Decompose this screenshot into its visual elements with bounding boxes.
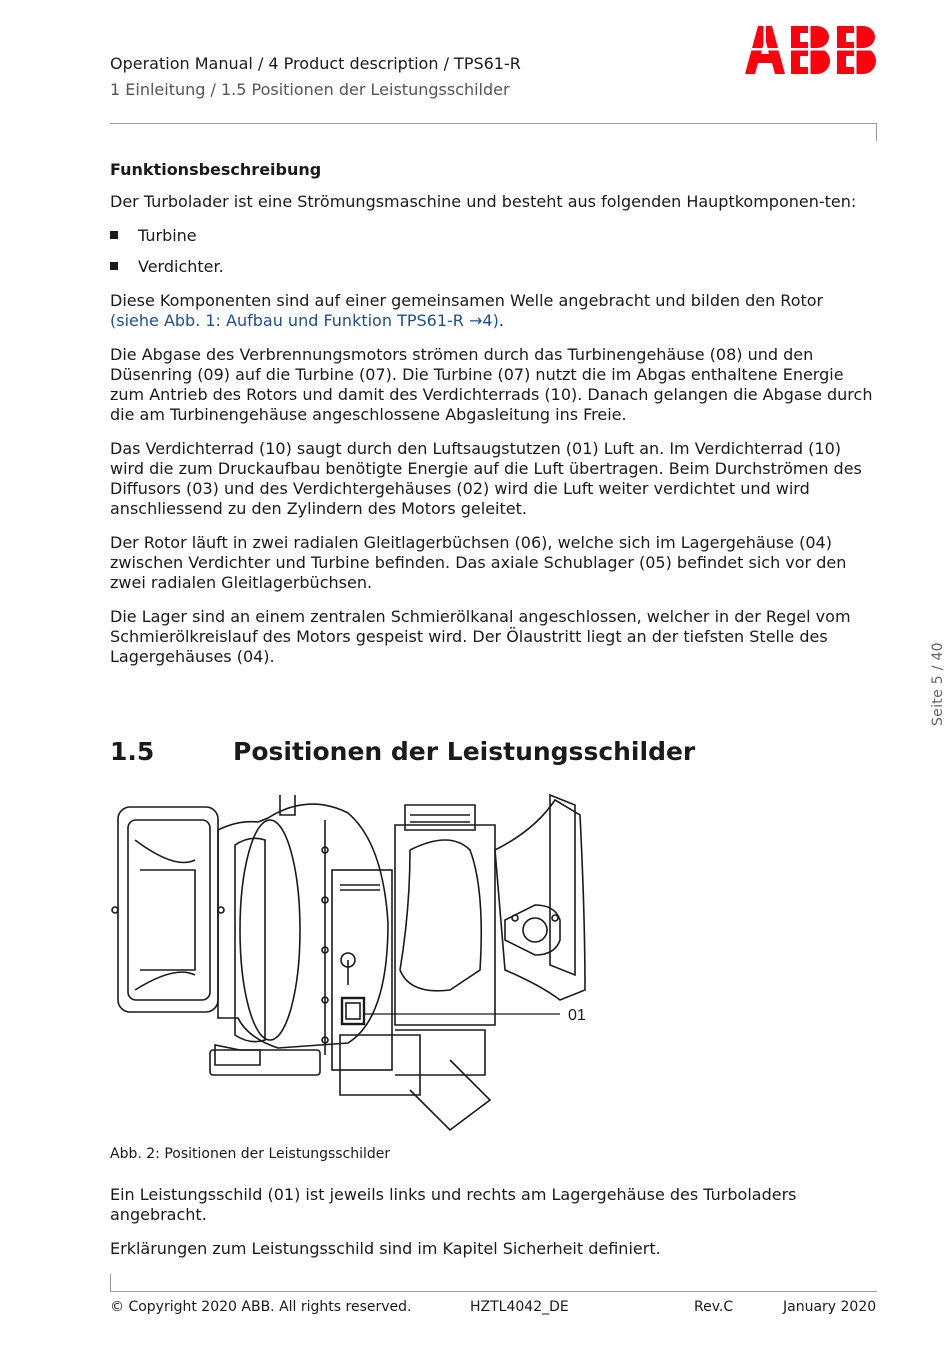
footer-rule-tick bbox=[110, 1274, 111, 1292]
section-heading-funktionsbeschreibung: Funktionsbeschreibung bbox=[110, 160, 322, 179]
main-content bbox=[110, 160, 877, 681]
footer-date: January 2020 bbox=[783, 1299, 877, 1315]
header-rule-tick bbox=[876, 123, 877, 141]
list-item: Verdichter. bbox=[110, 257, 877, 277]
breadcrumb-chapter: 1 Einleitung / 1.5 Positionen der Leistungsschilder bbox=[110, 80, 510, 99]
section-title-text: Positionen der Leistungsschilder bbox=[233, 737, 696, 766]
bullet-square-icon bbox=[110, 262, 118, 270]
header-rule bbox=[110, 123, 877, 124]
figure-callout-label: 01 bbox=[568, 1007, 586, 1024]
breadcrumb-document: Operation Manual / 4 Product description / TPS61-R bbox=[110, 54, 521, 73]
turbocharger-drawing bbox=[110, 790, 610, 1135]
abb-logo bbox=[745, 26, 877, 74]
footer-doc-id: HZTL4042_DE bbox=[470, 1299, 569, 1315]
cross-reference-link[interactable]: (siehe Abb. 1: Aufbau und Funktion TPS61-R →4) bbox=[110, 311, 499, 330]
section-title bbox=[110, 737, 695, 766]
figure-caption: Abb. 2: Positionen der Leistungsschilder bbox=[110, 1146, 391, 1162]
paragraph-turbine: Die Abgase des Verbrennungsmotors strömen durch das Turbinengehäuse (08) und den Düsenring (09) auf die Turbine (07). Die Turbine (07) nutzt die im Abgas enthaltene Energie zum Antrieb des Rotors und damit des Verdichterrads (10). Danach gelangen die Abgase durch die am Turbinengehäuse angeschlossene Abgasleitung ins Freie. bbox=[110, 345, 873, 424]
paragraph-plate-location: Ein Leistungsschild (01) ist jeweils links und rechts am Lagergehäuse des Turboladers angebracht. bbox=[110, 1185, 797, 1224]
list-item: Turbine bbox=[110, 226, 877, 246]
page-number-vertical: Seite 5 / 40 bbox=[930, 642, 946, 726]
footer-copyright: © Copyright 2020 ABB. All rights reserved. bbox=[110, 1299, 412, 1315]
paragraph-plate-explanation: Erklärungen zum Leistungsschild sind im Kapitel Sicherheit definiert. bbox=[110, 1239, 661, 1258]
section-body bbox=[110, 1185, 877, 1273]
footer-rule bbox=[110, 1291, 877, 1292]
footer-revision: Rev.C bbox=[694, 1299, 734, 1315]
paragraph-lubrication: Die Lager sind an einem zentralen Schmierölkanal angeschlossen, welcher in der Regel vom Schmierölkreislauf des Motors gespeist wird. Der Ölaustritt liegt an der tiefsten Stelle des Lagergehäuses (04). bbox=[110, 607, 851, 666]
bullet-square-icon bbox=[110, 231, 118, 239]
paragraph-bearings: Der Rotor läuft in zwei radialen Gleitlagerbüchsen (06), welche sich im Lagergehäuse (04) zwischen Verdichter und Turbine befinden. Das axiale Schublager (05) befindet sich vor den zwei radialen Gleitlagerbüchsen. bbox=[110, 533, 847, 592]
section-number: 1.5 bbox=[110, 737, 155, 766]
paragraph-compressor: Das Verdichterrad (10) saugt durch den Luftsaugstutzen (01) Luft an. Im Verdichterrad (10) wird die zum Druckaufbau benötigte Energie auf die Luft übertragen. Beim Durchströmen des Diffusors (03) und des Verdichtergehäuses (02) wird die Luft weiter verdichtet und wird anschliessend zu den Zylindern des Motors geleitet. bbox=[110, 439, 862, 518]
component-list bbox=[110, 226, 877, 277]
paragraph-intro: Der Turbolader ist eine Strömungsmaschine und besteht aus folgenden Hauptkomponen-ten: bbox=[110, 192, 857, 211]
paragraph-rotor: Diese Komponenten sind auf einer gemeinsamen Welle angebracht und bilden den Rotor (siehe Abb. 1: Aufbau und Funktion TPS61-R →4). bbox=[110, 291, 824, 330]
